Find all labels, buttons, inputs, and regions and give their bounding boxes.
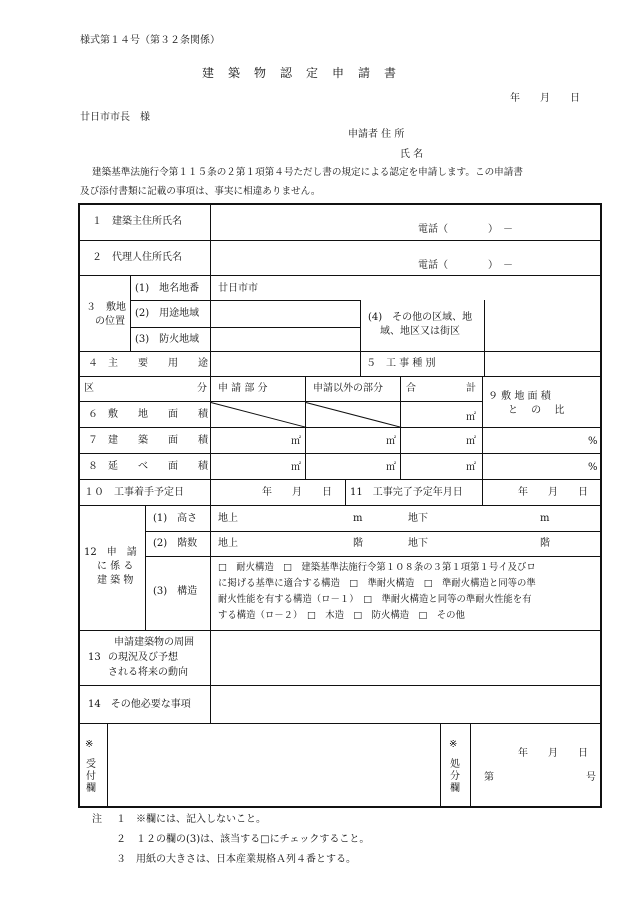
row6-label: ６ 敷 地 面 積 — [88, 409, 208, 420]
date-line: 年 月 日 — [510, 93, 580, 104]
col-other: 申請以外の部分 — [313, 383, 383, 394]
process-date: 年 月 日 — [518, 748, 588, 759]
row8-percent: % — [588, 462, 598, 473]
applicant-address-label: 申請者 住 所 — [348, 129, 405, 140]
row7-unit-2: ㎡ — [386, 436, 396, 447]
row1-label: １ 建築主住所氏名 — [92, 216, 182, 227]
height-below-label: 地下 — [408, 513, 428, 524]
row7-percent: % — [588, 436, 598, 447]
row10-date: 年 月 日 — [262, 487, 332, 498]
process-char-1: 処 — [450, 759, 460, 770]
row11-label: 11 工事完了予定年月日 — [350, 487, 463, 498]
row13-num: 13 — [88, 652, 101, 663]
receipt-mark: ※ — [85, 739, 94, 750]
row11-date: 年 月 日 — [518, 487, 588, 498]
row8-unit-1: ㎡ — [291, 462, 301, 473]
col-ratio-a: ９ 敷 地 面 積 — [488, 391, 551, 402]
row12-label-a: 12 申 請 — [84, 547, 137, 558]
row8-unit-3: ㎡ — [466, 462, 476, 473]
receipt-char-3: 欄 — [86, 783, 96, 794]
height-above-unit: m — [353, 513, 363, 524]
row12-sub2: (2) 階数 — [153, 538, 198, 549]
row3-sub1: (1) 地名地番 — [135, 283, 200, 294]
row3-sub1-value: 廿日市市 — [218, 283, 258, 294]
floors-above-label: 地上 — [218, 538, 238, 549]
row1-tel: 電話（ ） － — [418, 224, 513, 235]
row13-b: の現況及び予想 — [108, 652, 178, 663]
floors-below-label: 地下 — [408, 538, 428, 549]
structure-line-4: する構造（ロ－２） □ 木造 □ 防火構造 □ その他 — [218, 610, 465, 621]
process-mark: ※ — [449, 739, 458, 750]
row3-sub4-a: (4) その他の区域、地 — [368, 312, 473, 323]
structure-line-2: に掲げる基準に適合する構造 □ 準耐火構造 □ 準耐火構造と同等の準 — [218, 578, 536, 589]
note-3: ３ 用紙の大きさは、日本産業規格Ａ列４番とする。 — [116, 854, 356, 865]
process-go: 号 — [586, 772, 596, 783]
row7-unit-1: ㎡ — [291, 436, 301, 447]
row3-sub3: (3) 防火地域 — [135, 334, 200, 345]
addressee: 廿日市市長 様 — [80, 112, 150, 123]
row12-sub1: (1) 高さ — [153, 513, 198, 524]
row7-label: ７ 建 築 面 積 — [88, 435, 208, 446]
row6-unit: ㎡ — [466, 412, 476, 423]
row10-label: １０ 工事着手予定日 — [84, 487, 184, 498]
structure-line-3: 耐火性能を有する構造（ロ－１） □ 準耐火構造と同等の準耐火性能を有 — [218, 594, 532, 605]
row14-label: 14 その他必要な事項 — [88, 699, 191, 710]
page-title: 建 築 物 認 定 申 請 書 — [202, 66, 398, 80]
col-ratio-b: と の 比 — [508, 405, 565, 416]
receipt-char-2: 付 — [86, 771, 96, 782]
intro-line-1: 建築基準法施行令第１１５条の２第１項第４号ただし書の規定による認定を申請します。この申請書 — [92, 167, 523, 178]
row3-sub4-b: 域、地区又は街区 — [380, 326, 460, 337]
row8-label: ８ 延 べ 面 積 — [88, 461, 208, 472]
col-total-b: 計 — [466, 383, 476, 394]
note-2: ２ １２の欄の(3)は、該当する□にチェックすること。 — [116, 834, 370, 845]
process-dai: 第 — [484, 772, 494, 783]
col-total-a: 合 — [406, 383, 416, 394]
structure-line-1: □ 耐火構造 □ 建築基準法施行令第１０８条の３第１項第１号イ及びロ — [218, 562, 536, 573]
notes-head: 注 — [92, 814, 102, 825]
row2-label: ２ 代理人住所氏名 — [92, 252, 182, 263]
row13-c: される将来の動向 — [108, 667, 188, 678]
row4-label: ４ 主 要 用 途 — [88, 358, 208, 369]
kubun-b: 分 — [197, 383, 207, 394]
note-1: １ ※欄には、記入しないこと。 — [116, 814, 266, 825]
floors-above-unit: 階 — [353, 538, 363, 549]
intro-line-2: 及び添付書類に記載の事項は、事実に相違ありません。 — [80, 186, 321, 197]
process-char-3: 欄 — [450, 783, 460, 794]
row3-label-a: ３ 敷地 — [86, 302, 126, 313]
row2-tel: 電話（ ） － — [418, 260, 513, 271]
form-number: 様式第１４号（第３２条関係） — [80, 35, 220, 46]
receipt-char-1: 受 — [86, 759, 96, 770]
row3-label-b: の位置 — [95, 316, 125, 327]
row13-a: 申請建築物の周囲 — [114, 637, 194, 648]
floors-below-unit: 階 — [540, 538, 550, 549]
row12-sub3: (3) 構造 — [153, 586, 198, 597]
col-applied: 申 請 部 分 — [218, 383, 268, 394]
applicant-name-label: 氏 名 — [400, 149, 424, 160]
row12-label-b: に 係 る — [97, 561, 134, 572]
row5-label: ５ 工 事 種 別 — [366, 358, 436, 369]
process-char-2: 分 — [450, 771, 460, 782]
height-above-label: 地上 — [218, 513, 238, 524]
row3-sub2: (2) 用途地域 — [135, 308, 200, 319]
row12-label-c: 建 築 物 — [97, 575, 134, 586]
height-below-unit: m — [540, 513, 550, 524]
row7-unit-3: ㎡ — [466, 436, 476, 447]
kubun-a: 区 — [84, 383, 94, 394]
row8-unit-2: ㎡ — [386, 462, 396, 473]
